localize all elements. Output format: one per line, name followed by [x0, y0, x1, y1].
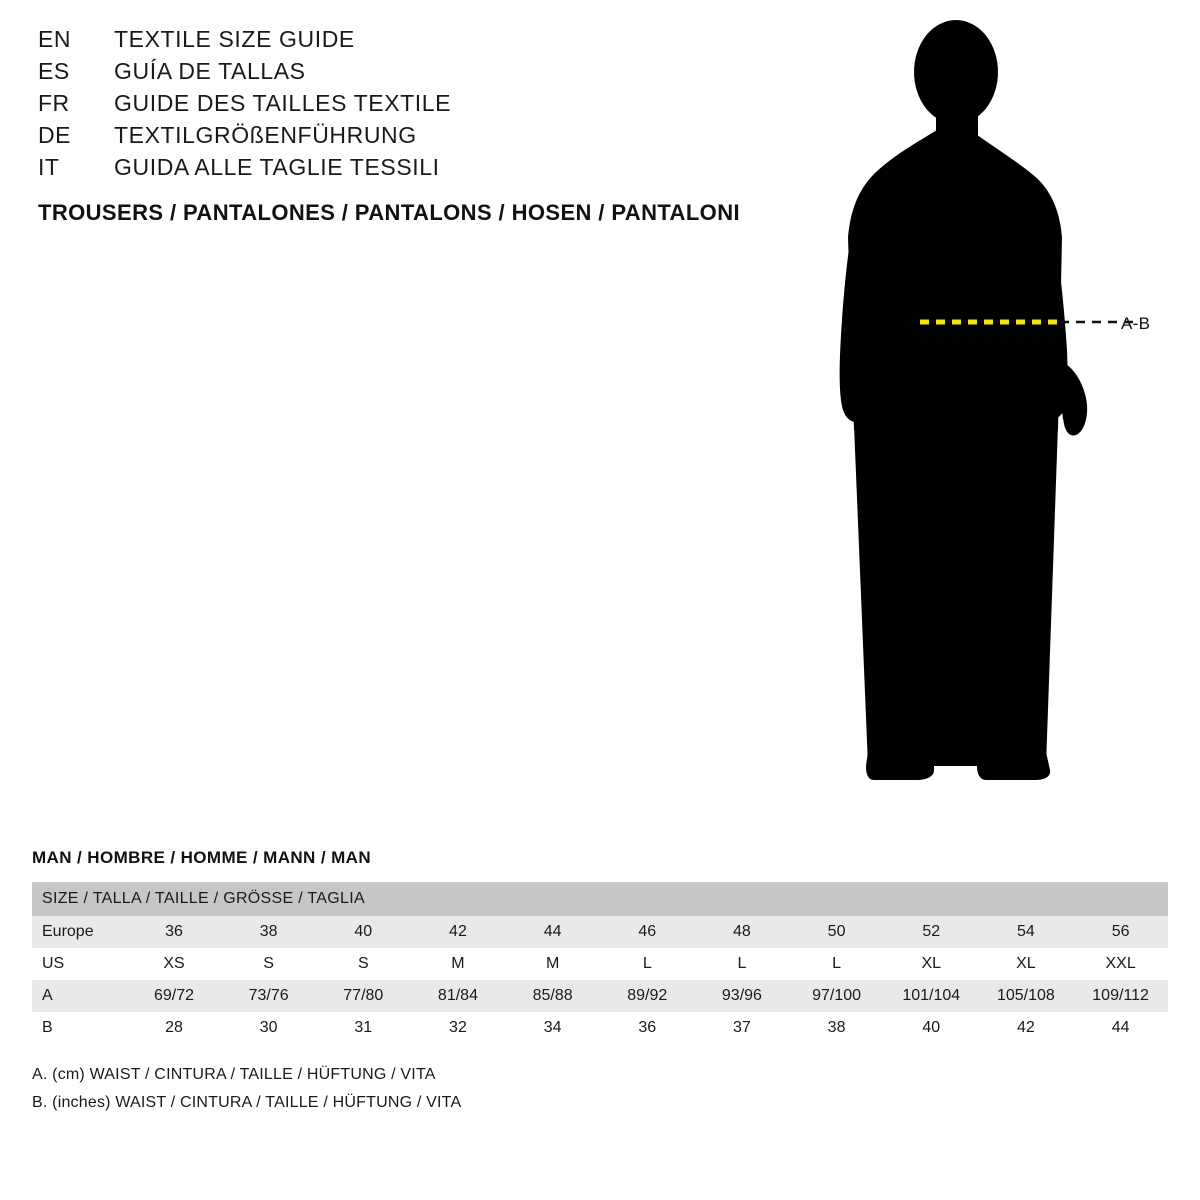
table-cell: M	[411, 948, 506, 980]
table-cell: 36	[127, 916, 222, 948]
table-cell: 38	[789, 1012, 884, 1044]
language-row	[38, 122, 818, 154]
table-row	[32, 980, 1168, 1012]
table-cell: 97/100	[789, 980, 884, 1012]
language-title: GUIDE DES TAILLES TEXTILE	[114, 90, 452, 116]
table-cell: 50	[789, 916, 884, 948]
table-cell: M	[505, 948, 600, 980]
table-cell: L	[600, 948, 695, 980]
table-cell: 73/76	[221, 980, 316, 1012]
table-cell: 109/112	[1073, 980, 1168, 1012]
measure-label-ab: A-B	[1121, 314, 1151, 333]
table-header-label: SIZE / TALLA / TAILLE / GRÖSSE / TAGLIA	[32, 882, 1168, 916]
row-label: B	[32, 1012, 127, 1044]
table-cell: 85/88	[505, 980, 600, 1012]
table-cell: 30	[221, 1012, 316, 1044]
table-caption: MAN / HOMBRE / HOMME / MANN / MAN	[32, 848, 372, 867]
table-cell: 54	[979, 916, 1074, 948]
table-cell: L	[789, 948, 884, 980]
language-row	[38, 154, 818, 186]
row-label: A	[32, 980, 127, 1012]
table-cell: 42	[411, 916, 506, 948]
table-cell: XL	[884, 948, 979, 980]
row-label: US	[32, 948, 127, 980]
language-row	[38, 58, 818, 90]
table-cell: 105/108	[979, 980, 1074, 1012]
table-cell: 44	[505, 916, 600, 948]
language-row	[38, 26, 818, 58]
male-silhouette	[840, 20, 1088, 780]
table-cell: 28	[127, 1012, 222, 1044]
table-cell: 34	[505, 1012, 600, 1044]
table-cell: 31	[316, 1012, 411, 1044]
language-code: IT	[38, 154, 60, 180]
table-cell: 36	[600, 1012, 695, 1044]
table-cell: XXL	[1073, 948, 1168, 980]
language-title: TEXTILE SIZE GUIDE	[114, 26, 355, 52]
language-code: ES	[38, 58, 70, 84]
table-cell: S	[221, 948, 316, 980]
table-cell: 46	[600, 916, 695, 948]
row-label: Europe	[32, 916, 127, 948]
language-code: EN	[38, 26, 71, 52]
table-cell: 40	[316, 916, 411, 948]
language-title: TEXTILGRÖßENFÜHRUNG	[114, 122, 417, 148]
table-header-row	[32, 882, 1168, 916]
table-cell: XL	[979, 948, 1074, 980]
table-cell: 81/84	[411, 980, 506, 1012]
table-cell: 77/80	[316, 980, 411, 1012]
table-cell: 40	[884, 1012, 979, 1044]
language-title: GUIDA ALLE TAGLIE TESSILI	[114, 154, 440, 180]
footnotes	[32, 1066, 1168, 1112]
table-cell: 42	[979, 1012, 1074, 1044]
footnote-b: B. (inches) WAIST / CINTURA / TAILLE / HÜFTUNG / VITA	[32, 1094, 462, 1111]
figure-illustration	[810, 10, 1200, 810]
table-cell: 93/96	[695, 980, 790, 1012]
table-cell: L	[695, 948, 790, 980]
table-cell: 89/92	[600, 980, 695, 1012]
footnote-a: A. (cm) WAIST / CINTURA / TAILLE / HÜFTUNG / VITA	[32, 1066, 436, 1083]
table-cell: 48	[695, 916, 790, 948]
table-cell: 37	[695, 1012, 790, 1044]
size-table	[32, 882, 1168, 1044]
garment-type-subtitle: TROUSERS / PANTALONES / PANTALONS / HOSEN / PANTALONI	[38, 200, 740, 225]
table-cell: 44	[1073, 1012, 1168, 1044]
table-cell: 101/104	[884, 980, 979, 1012]
table-row	[32, 916, 1168, 948]
table-cell: S	[316, 948, 411, 980]
table-cell: 38	[221, 916, 316, 948]
table-cell: 69/72	[127, 980, 222, 1012]
language-code: FR	[38, 90, 70, 116]
language-header	[38, 26, 818, 226]
language-title: GUÍA DE TALLAS	[114, 58, 306, 84]
table-cell: 56	[1073, 916, 1168, 948]
table-row	[32, 948, 1168, 980]
table-cell: 32	[411, 1012, 506, 1044]
size-table-section	[32, 848, 1168, 1122]
table-cell: XS	[127, 948, 222, 980]
table-cell: 52	[884, 916, 979, 948]
language-code: DE	[38, 122, 71, 148]
language-row	[38, 90, 818, 122]
table-row	[32, 1012, 1168, 1044]
